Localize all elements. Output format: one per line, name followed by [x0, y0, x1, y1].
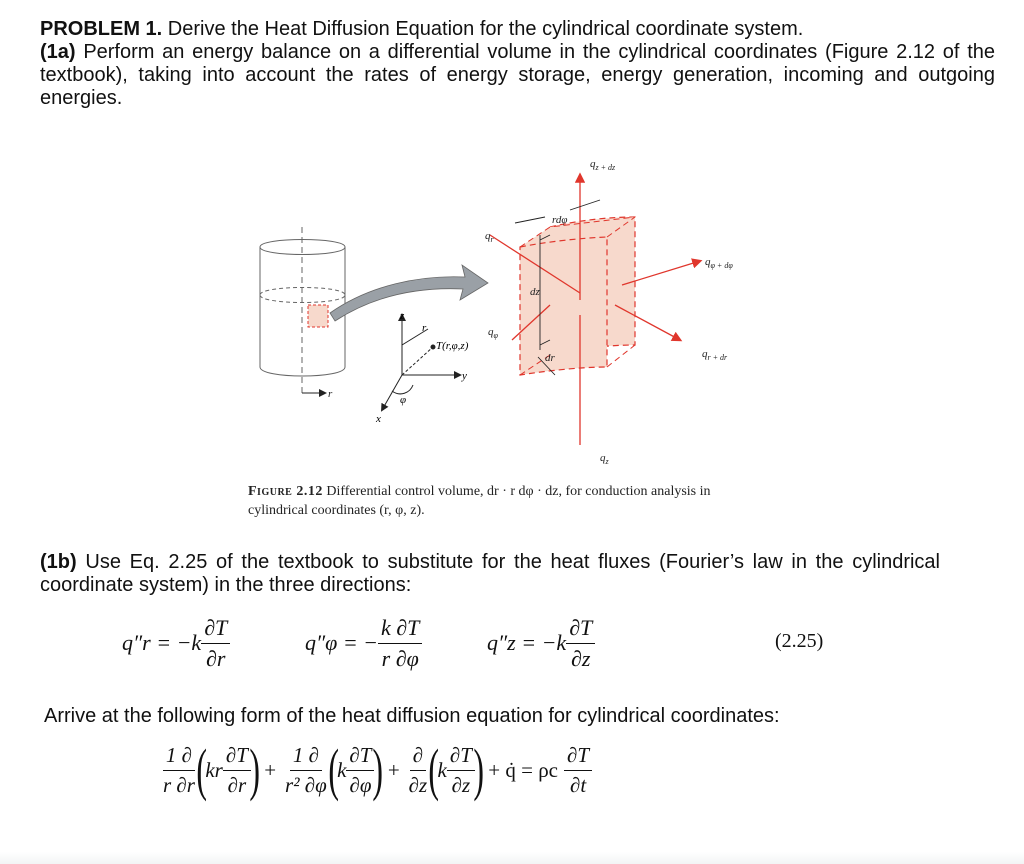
- qr-label: $q_r$: [485, 230, 494, 244]
- equation-qr: q″r = −k $\frac{\partial T}{\partial r}$: [122, 608, 230, 678]
- figure-2-12: [250, 135, 770, 475]
- problem-title-label: PROBLEM 1.: [40, 18, 163, 40]
- problem-statement: [40, 18, 995, 110]
- qr-dr-label: $q_{r + dr}$: [702, 348, 728, 362]
- caption-label: Figure 2.12: [248, 484, 323, 499]
- axis-y-label: y: [462, 370, 467, 382]
- equation-qphi: q″φ = − $\frac{k \partial T}{r \partial\varphi}$: [305, 608, 422, 678]
- caption-text: Differential control volume, dr · r dφ · dz, for conduction analysis in cylindrical coordinates (r, φ, z).: [248, 484, 711, 518]
- part-a-label: (1a): [40, 41, 76, 63]
- equation-qz: q″z = −k $\frac{\partial T}{\partial z}$: [487, 608, 595, 678]
- part-a-text: Perform an energy balance on a differential volume in the cylindrical coordinates (Figure 2.12 of the textbook), taking into account the rates of energy storage, energy generation, incoming and outgoing energies.: [40, 41, 995, 109]
- part-b-label: (1b): [40, 551, 77, 573]
- fourier-law-equations: [0, 608, 1024, 678]
- rdphi-label: rdφ: [552, 214, 568, 226]
- problem-title-text: Derive the Heat Diffusion Equation for the cylindrical coordinate system.: [162, 18, 804, 40]
- axis-r-label: r: [422, 322, 427, 334]
- part-b-statement: [40, 551, 940, 597]
- equation-number: (2.25): [775, 630, 824, 652]
- heat-diffusion-equation: $\frac{1 \partial}{r \partial r}$ ( kr $\frac{\partial T}{\partial r}$ ) + $\frac{1 \partial}{\text{r² ∂φ}}$ ( k $\frac{\partial T}{\partial\varphi}$ ) + $\frac{\partial}{\partial z}$ ( k $\frac{\partial T}{\partial z}$ ) + q̇ = ρc $\frac{\partial T}{\partial t}$: [160, 735, 592, 805]
- axis-x-label: x: [376, 413, 381, 425]
- qphi-label: $q_\varphi$: [488, 326, 498, 340]
- axis-phi-label: φ: [400, 394, 407, 406]
- qz-label: $q_z$: [600, 452, 609, 466]
- figure-caption: [248, 482, 768, 520]
- axis-z-label: z: [400, 310, 405, 322]
- t-point-label: T(r,φ,z): [436, 340, 469, 352]
- qz-dz-label: $q_{z + dz}$: [590, 158, 616, 172]
- zoom-arrow: [330, 265, 488, 321]
- page-bottom-shade: [0, 852, 1024, 864]
- dr-label: dr: [545, 352, 555, 364]
- coordinate-axes: [382, 315, 460, 410]
- dz-label: dz: [530, 286, 540, 298]
- part-b-text: Use Eq. 2.25 of the textbook to substitute for the heat fluxes (Fourier’s law in the cylindrical coordinate system) in the three directions:: [40, 551, 940, 596]
- qphi-dphi-label: $q_{\varphi + d\varphi}$: [705, 256, 733, 270]
- cyl-r-label: r: [328, 388, 333, 400]
- arrive-statement: Arrive at the following form of the heat diffusion equation for cylindrical coordinates:: [44, 705, 780, 727]
